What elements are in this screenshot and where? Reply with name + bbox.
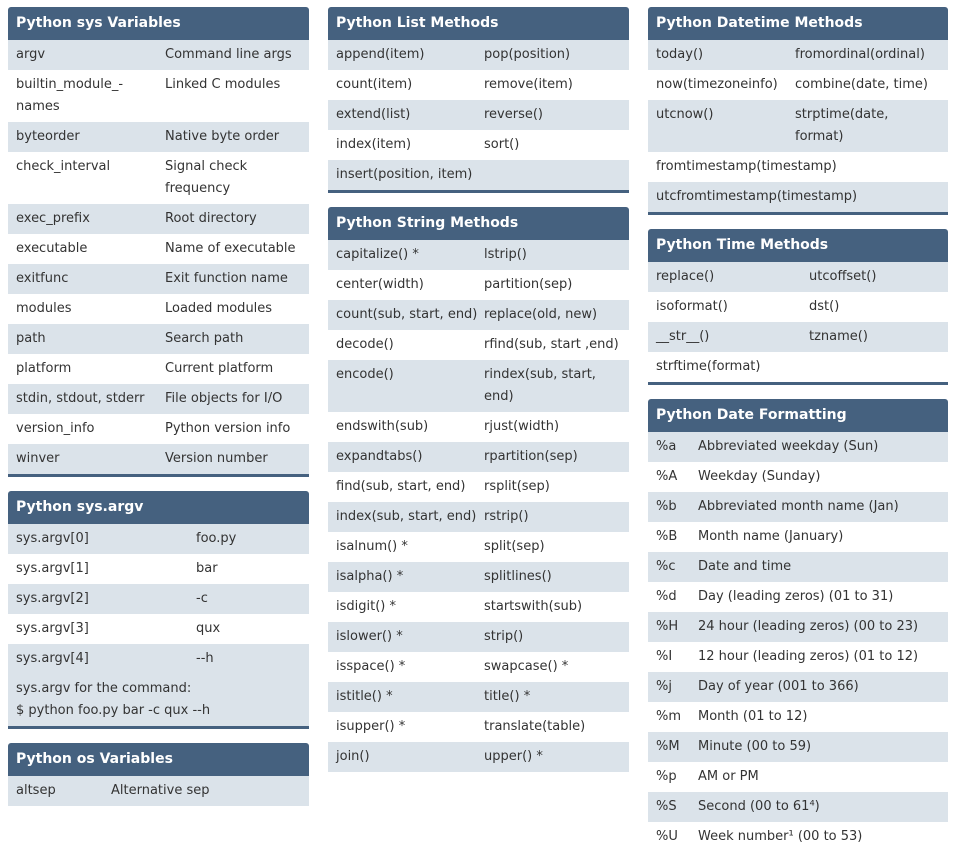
- row-key: extend(list): [336, 107, 411, 122]
- row-value: utcoffset(): [809, 269, 877, 284]
- row-key: istitle() *: [336, 689, 393, 704]
- row-value: combine(date, time): [795, 77, 928, 92]
- string-methods-card: [328, 207, 629, 772]
- row-value: reverse(): [484, 107, 544, 122]
- table-row: [648, 432, 948, 462]
- table-row: [8, 294, 309, 324]
- row-key: capitalize() *: [336, 247, 419, 262]
- row-key: %S: [656, 799, 677, 814]
- table-row: [648, 70, 948, 100]
- row-value: Abbreviated month name (Jan): [698, 499, 899, 514]
- row-value: Root directory: [165, 211, 257, 226]
- table-row: [648, 522, 948, 552]
- row-key: altsep: [16, 783, 56, 798]
- row-key: winver: [16, 451, 60, 466]
- table-row: [328, 70, 629, 100]
- table-row: [648, 262, 948, 292]
- table-row: [8, 776, 309, 806]
- note-command: $ python foo.py bar -c qux --h: [16, 703, 211, 718]
- table-row: [8, 234, 309, 264]
- table-row: [328, 130, 629, 160]
- row-value: Minute (00 to 59): [698, 739, 812, 754]
- row-key: strftime(format): [656, 359, 761, 374]
- row-value: [795, 186, 940, 208]
- table-row: [648, 822, 948, 852]
- table-row: [648, 40, 948, 70]
- row-key: %a: [656, 439, 677, 454]
- row-value: title() *: [484, 689, 531, 704]
- table-body: [648, 40, 948, 212]
- row-key: %m: [656, 709, 682, 724]
- row-value: Exit function name: [165, 271, 288, 286]
- table-row: [648, 352, 948, 382]
- row-value: rpartition(sep): [484, 449, 578, 464]
- table-row: [328, 270, 629, 300]
- card-title: Python Date Formatting: [648, 399, 948, 432]
- row-key: path: [16, 331, 46, 346]
- row-key: insert(position, item): [336, 167, 473, 182]
- sys-variables-card: [8, 7, 309, 477]
- row-key: islower() *: [336, 629, 403, 644]
- row-key: index(sub, start, end): [336, 509, 477, 524]
- row-key: modules: [16, 301, 72, 316]
- row-value: Second (00 to 61⁴): [698, 799, 820, 814]
- card-title: Python sys Variables: [8, 7, 309, 40]
- table-row: [328, 502, 629, 532]
- time-methods-card: [648, 229, 948, 385]
- row-value: swapcase() *: [484, 659, 569, 674]
- os-variables-card: [8, 743, 309, 806]
- row-value: --h: [196, 651, 214, 666]
- row-key: count(item): [336, 77, 413, 92]
- row-key: sys.argv[3]: [16, 621, 89, 636]
- row-key: expandtabs(): [336, 449, 423, 464]
- row-key: endswith(sub): [336, 419, 429, 434]
- table-row: [648, 182, 948, 212]
- row-value: tzname(): [809, 329, 868, 344]
- row-key: sys.argv[0]: [16, 531, 89, 546]
- row-value: strip(): [484, 629, 524, 644]
- table-row: [328, 742, 629, 772]
- row-key: append(item): [336, 47, 425, 62]
- table-row: [648, 762, 948, 792]
- row-key: exitfunc: [16, 271, 69, 286]
- table-row: [648, 322, 948, 352]
- row-value: pop(position): [484, 47, 571, 62]
- table-body: [648, 432, 948, 852]
- table-row: [328, 712, 629, 742]
- row-value: Version number: [165, 451, 268, 466]
- row-value: [795, 156, 940, 178]
- row-value: 12 hour (leading zeros) (01 to 12): [698, 649, 919, 664]
- row-key: utcfromtimestamp(timestamp): [656, 189, 858, 204]
- row-key: center(width): [336, 277, 424, 292]
- row-key: sys.argv[2]: [16, 591, 89, 606]
- card-title: Python Datetime Methods: [648, 7, 948, 40]
- card-title: Python Time Methods: [648, 229, 948, 262]
- row-value: Signal check frequency: [165, 159, 248, 196]
- table-row: [328, 100, 629, 130]
- card-title: Python List Methods: [328, 7, 629, 40]
- row-value: Day (leading zeros) (01 to 31): [698, 589, 894, 604]
- row-key: fromtimestamp(timestamp): [656, 159, 837, 174]
- table-row: [8, 584, 309, 614]
- table-row: [648, 552, 948, 582]
- row-value: Alternative sep: [111, 783, 210, 798]
- table-row: [648, 152, 948, 182]
- row-key: now(timezoneinfo): [656, 77, 778, 92]
- row-key: check_interval: [16, 159, 111, 174]
- datetime-methods-card: [648, 7, 948, 215]
- table-row: [648, 792, 948, 822]
- table-row: [8, 554, 309, 584]
- row-key: %H: [656, 619, 679, 634]
- table-row: [8, 444, 309, 474]
- table-row: [328, 412, 629, 442]
- table-body: [8, 40, 309, 474]
- row-value: Search path: [165, 331, 244, 346]
- row-key: argv: [16, 47, 46, 62]
- table-row: [8, 324, 309, 354]
- table-row: [8, 40, 309, 70]
- table-row: [328, 562, 629, 592]
- row-key: platform: [16, 361, 72, 376]
- table-body: [328, 240, 629, 772]
- card-title: Python sys.argv: [8, 491, 309, 524]
- row-value: split(sep): [484, 539, 545, 554]
- row-key: __str__(): [656, 329, 710, 344]
- table-row: [328, 300, 629, 330]
- table-row: [648, 702, 948, 732]
- row-value: Name of executable: [165, 241, 296, 256]
- table-row: [8, 524, 309, 554]
- table-row: [8, 644, 309, 674]
- table-row: [8, 264, 309, 294]
- row-key: isspace() *: [336, 659, 406, 674]
- row-key: %b: [656, 499, 677, 514]
- row-key: %I: [656, 649, 673, 664]
- table-row: [328, 682, 629, 712]
- table-row: [648, 642, 948, 672]
- row-value: [484, 164, 621, 186]
- row-key: builtin_module_-names: [16, 77, 124, 114]
- column-left: [8, 7, 309, 820]
- table-row: [328, 652, 629, 682]
- row-key: %M: [656, 739, 680, 754]
- table-row: [328, 532, 629, 562]
- row-value: Date and time: [698, 559, 792, 574]
- list-methods-card: [328, 7, 629, 193]
- row-value: Linked C modules: [165, 77, 281, 92]
- table-row: [648, 582, 948, 612]
- table-row: [328, 592, 629, 622]
- table-row: [648, 100, 948, 152]
- note-line: sys.argv for the command:: [16, 681, 192, 696]
- row-key: replace(): [656, 269, 715, 284]
- table-row: [328, 360, 629, 412]
- row-value: AM or PM: [698, 769, 759, 784]
- row-key: encode(): [336, 367, 394, 382]
- table-row: [328, 160, 629, 190]
- table-body: [8, 776, 309, 806]
- row-value: fromordinal(ordinal): [795, 47, 925, 62]
- row-key: executable: [16, 241, 88, 256]
- row-value: Current platform: [165, 361, 274, 376]
- table-row: [8, 204, 309, 234]
- row-value: dst(): [809, 299, 840, 314]
- card-title: Python String Methods: [328, 207, 629, 240]
- row-value: upper() *: [484, 749, 543, 764]
- row-value: Weekday (Sunday): [698, 469, 821, 484]
- row-value: Week number¹ (00 to 53): [698, 829, 863, 844]
- row-key: %A: [656, 469, 678, 484]
- row-key: sys.argv[1]: [16, 561, 89, 576]
- row-value: Python version info: [165, 421, 291, 436]
- table-row: [8, 384, 309, 414]
- row-value: translate(table): [484, 719, 586, 734]
- row-key: %j: [656, 679, 672, 694]
- row-value: Abbreviated weekday (Sun): [698, 439, 879, 454]
- row-key: version_info: [16, 421, 95, 436]
- row-value: 24 hour (leading zeros) (00 to 23): [698, 619, 919, 634]
- sys-argv-card: [8, 491, 309, 729]
- column-middle: [328, 7, 629, 786]
- table-row: [328, 622, 629, 652]
- row-key: today(): [656, 47, 704, 62]
- card-title: Python os Variables: [8, 743, 309, 776]
- row-value: rfind(sub, start ,end): [484, 337, 619, 352]
- table-body: [328, 40, 629, 190]
- row-key: isoformat(): [656, 299, 728, 314]
- date-formatting-card: [648, 399, 948, 852]
- row-value: rindex(sub, start, end): [484, 367, 596, 404]
- row-value: replace(old, new): [484, 307, 598, 322]
- row-value: [809, 356, 940, 378]
- table-row: [8, 152, 309, 204]
- row-key: index(item): [336, 137, 412, 152]
- row-value: File objects for I/O: [165, 391, 283, 406]
- row-key: isupper() *: [336, 719, 406, 734]
- row-key: find(sub, start, end): [336, 479, 466, 494]
- row-value: Day of year (001 to 366): [698, 679, 859, 694]
- row-key: decode(): [336, 337, 394, 352]
- row-key: %p: [656, 769, 677, 784]
- table-row: [8, 614, 309, 644]
- row-value: rjust(width): [484, 419, 560, 434]
- table-row: [328, 40, 629, 70]
- row-value: Month (01 to 12): [698, 709, 808, 724]
- row-key: stdin, stdout, stderr: [16, 391, 145, 406]
- row-value: splitlines(): [484, 569, 552, 584]
- table-body: [8, 524, 309, 674]
- row-key: %B: [656, 529, 678, 544]
- table-row: [328, 330, 629, 360]
- row-value: sort(): [484, 137, 520, 152]
- row-key: isalnum() *: [336, 539, 408, 554]
- row-key: exec_prefix: [16, 211, 90, 226]
- row-key: isdigit() *: [336, 599, 396, 614]
- row-value: Command line args: [165, 47, 292, 62]
- row-value: bar: [196, 561, 218, 576]
- row-value: Native byte order: [165, 129, 280, 144]
- row-value: Loaded modules: [165, 301, 273, 316]
- table-row: [8, 414, 309, 444]
- row-key: %c: [656, 559, 676, 574]
- row-key: sys.argv[4]: [16, 651, 89, 666]
- table-row: [328, 442, 629, 472]
- table-row: [8, 122, 309, 152]
- row-value: partition(sep): [484, 277, 573, 292]
- row-value: rsplit(sep): [484, 479, 550, 494]
- row-key: byteorder: [16, 129, 80, 144]
- row-value: remove(item): [484, 77, 573, 92]
- row-value: Month name (January): [698, 529, 844, 544]
- row-value: strptime(date, format): [795, 107, 889, 144]
- row-value: foo.py: [196, 531, 237, 546]
- table-row: [648, 462, 948, 492]
- table-row: [648, 672, 948, 702]
- row-value: -c: [196, 591, 208, 606]
- row-value: rstrip(): [484, 509, 529, 524]
- table-row: [328, 240, 629, 270]
- row-key: isalpha() *: [336, 569, 404, 584]
- table-row: [8, 354, 309, 384]
- table-row: [648, 492, 948, 522]
- row-value: lstrip(): [484, 247, 527, 262]
- table-row: [648, 612, 948, 642]
- row-key: %U: [656, 829, 678, 844]
- row-key: count(sub, start, end): [336, 307, 478, 322]
- table-row: [328, 472, 629, 502]
- row-value: startswith(sub): [484, 599, 583, 614]
- row-key: %d: [656, 589, 677, 604]
- table-row: [648, 292, 948, 322]
- table-body: [648, 262, 948, 382]
- table-row: [8, 70, 309, 122]
- row-key: join(): [336, 749, 370, 764]
- column-right: [648, 7, 948, 866]
- table-row: [648, 732, 948, 762]
- row-key: utcnow(): [656, 107, 714, 122]
- argv-note: [8, 674, 309, 726]
- row-value: qux: [196, 621, 221, 636]
